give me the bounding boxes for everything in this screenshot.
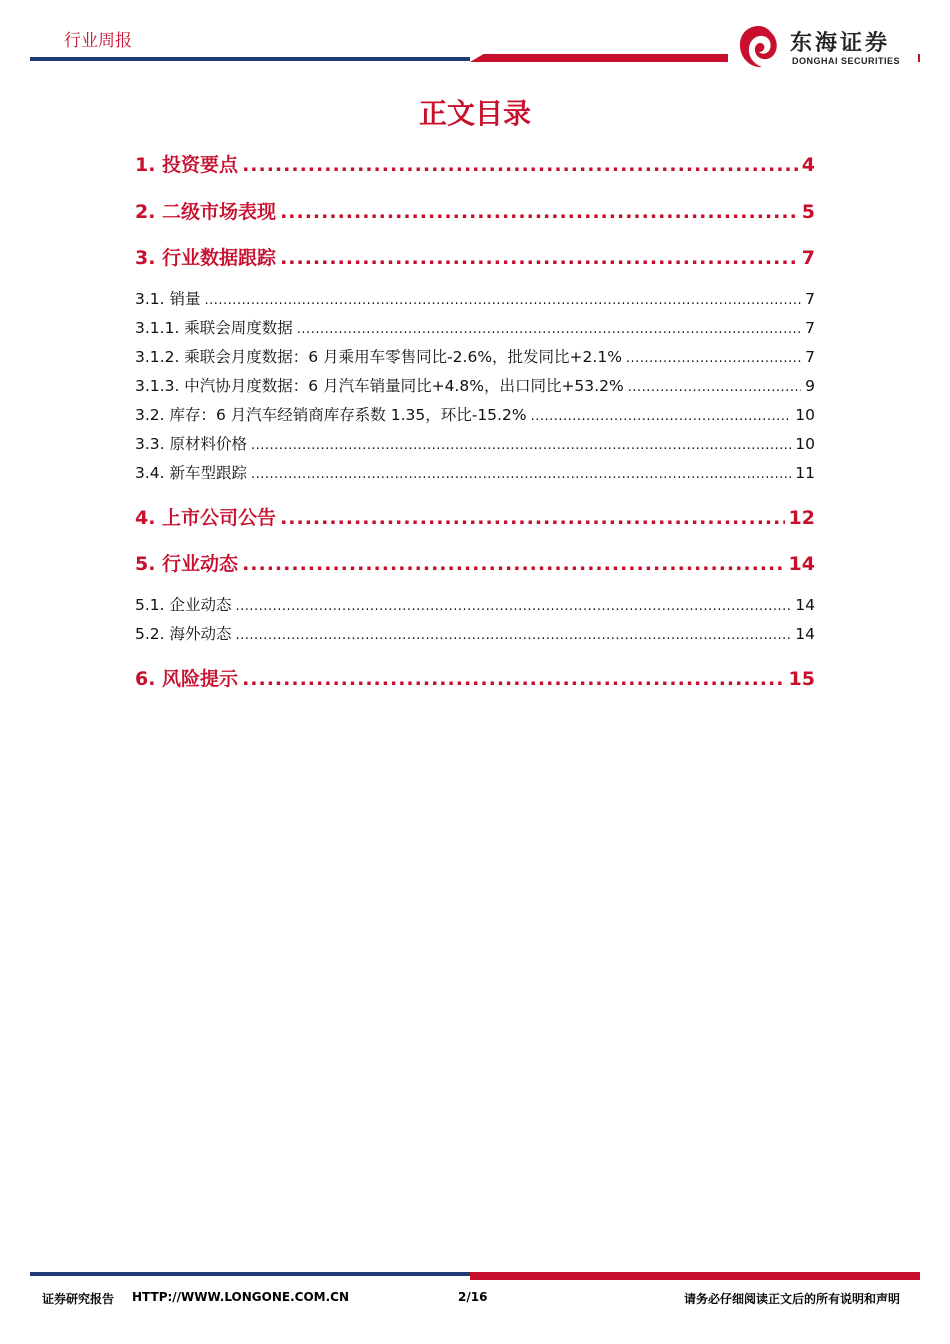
toc-dot-leader <box>280 201 798 223</box>
toc-entry-label: 5.1. 企业动态 <box>135 596 232 614</box>
toc-entry-page: 12 <box>788 507 815 529</box>
toc-entry-label: 5. 行业动态 <box>135 553 239 575</box>
toc-dot-leader <box>242 553 784 575</box>
toc-dot-leader <box>280 247 798 269</box>
toc-entry-page: 10 <box>795 406 815 424</box>
toc-entry-label: 3.1.1. 乘联会周度数据 <box>135 319 293 337</box>
toc-entry[interactable] <box>135 345 815 367</box>
toc-entry-page: 9 <box>805 377 815 395</box>
toc-entry[interactable] <box>135 403 815 425</box>
toc-entry-label: 3.2. 库存：6 月汽车经销商库存系数 1.35，环比-15.2% <box>135 406 527 424</box>
toc-entry-page: 15 <box>788 668 815 690</box>
toc-dot-leader <box>531 409 792 424</box>
toc-entry-page: 11 <box>795 464 815 482</box>
toc-entry-label: 1. 投资要点 <box>135 154 239 176</box>
toc-entry[interactable] <box>135 287 815 309</box>
footer-rule-red <box>470 1272 920 1280</box>
toc-dot-leader <box>280 507 784 529</box>
toc-entry[interactable] <box>135 549 815 576</box>
toc-entry[interactable] <box>135 150 815 177</box>
logo-english-name: DONGHAI SECURITIES <box>792 56 901 66</box>
footer-rule <box>30 1272 920 1280</box>
toc-entry-label: 3. 行业数据跟踪 <box>135 247 277 269</box>
toc-entry[interactable] <box>135 593 815 615</box>
toc-entry-label: 3.1.2. 乘联会月度数据：6 月乘用车零售同比-2.6%，批发同比+2.1% <box>135 348 622 366</box>
toc-entry-label: 4. 上市公司公告 <box>135 507 277 529</box>
header-report-type: 行业周报 <box>64 31 132 51</box>
toc-entry-page: 7 <box>801 247 815 269</box>
footer-url-link[interactable]: HTTP://WWW.LONGONE.COM.CN <box>132 1290 350 1304</box>
toc-entry[interactable] <box>135 243 815 270</box>
toc-entry[interactable] <box>135 461 815 483</box>
footer-report-label: 证券研究报告 <box>42 1292 115 1306</box>
toc-entry[interactable] <box>135 197 815 224</box>
toc-entry-page: 7 <box>805 290 815 308</box>
toc-dot-leader <box>251 467 791 482</box>
toc-entry-page: 10 <box>795 435 815 453</box>
toc-entry-page: 5 <box>801 201 815 223</box>
toc-dot-leader <box>628 380 801 395</box>
toc-entry-label: 3.3. 原材料价格 <box>135 435 248 453</box>
company-logo <box>728 18 918 78</box>
footer-rule-blue <box>30 1272 470 1276</box>
toc-entry-page: 14 <box>795 625 815 643</box>
toc-entry-page: 14 <box>795 596 815 614</box>
toc-dot-leader <box>251 438 791 453</box>
page-title: 正文目录 <box>418 97 531 130</box>
footer-page-number: 2/16 <box>458 1290 488 1304</box>
toc-entry-page: 4 <box>801 154 815 176</box>
toc-entry[interactable] <box>135 374 815 396</box>
logo-chinese-name: 东海证券 <box>790 31 891 56</box>
toc-entry-label: 5.2. 海外动态 <box>135 625 232 643</box>
toc-entry-label: 3.4. 新车型跟踪 <box>135 464 248 482</box>
toc-entry-page: 14 <box>788 553 815 575</box>
toc-dot-leader <box>626 351 801 366</box>
toc-dot-leader <box>236 599 792 614</box>
toc-entry[interactable] <box>135 664 815 691</box>
toc-entry-label: 6. 风险提示 <box>135 668 239 690</box>
toc-entry-label: 3.1.3. 中汽协月度数据：6 月汽车销量同比+4.8%，出口同比+53.2% <box>135 377 624 395</box>
toc-entry[interactable] <box>135 622 815 644</box>
footer-disclaimer: 请务必仔细阅读正文后的所有说明和声明 <box>684 1292 901 1306</box>
toc-entry[interactable] <box>135 432 815 454</box>
toc-dot-leader <box>242 668 784 690</box>
toc-entry-page: 7 <box>805 348 815 366</box>
toc-entry-page: 7 <box>805 319 815 337</box>
toc-dot-leader <box>236 628 792 643</box>
header-rule-blue <box>30 57 470 61</box>
toc-entry-label: 2. 二级市场表现 <box>135 201 277 223</box>
toc-entry[interactable] <box>135 503 815 530</box>
toc-dot-leader <box>205 293 802 308</box>
toc-dot-leader <box>242 154 798 176</box>
toc-entry-label: 3.1. 销量 <box>135 290 201 308</box>
toc-dot-leader <box>297 322 801 337</box>
toc-entry[interactable] <box>135 316 815 338</box>
dragon-logo-icon <box>734 22 784 72</box>
